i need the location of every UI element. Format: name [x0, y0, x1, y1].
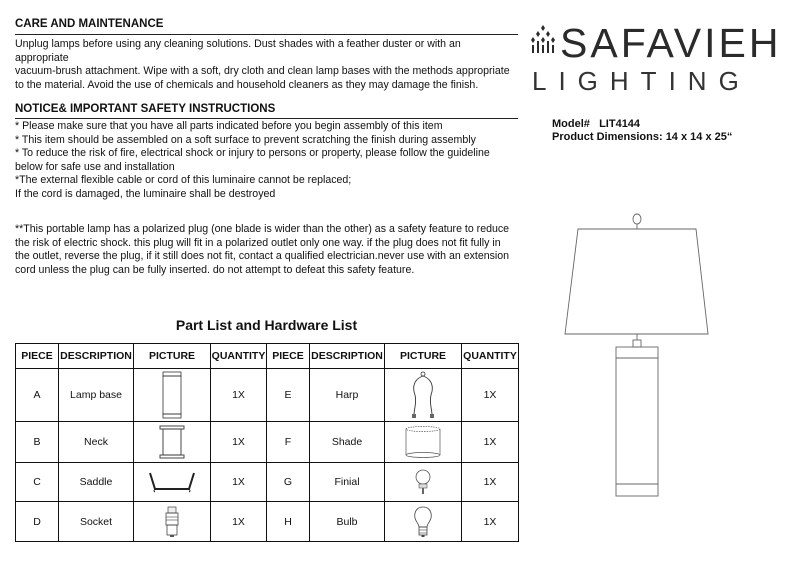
- col-header: DESCRIPTION: [310, 344, 385, 369]
- quantity-cell: 1X: [211, 422, 267, 463]
- notice-line: * This item should be assembled on a soft surface to prevent scratching the finish during assembly: [15, 133, 476, 146]
- description-cell: Harp: [310, 369, 385, 422]
- picture-cell: [385, 463, 462, 502]
- description-cell: Finial: [310, 463, 385, 502]
- col-header: PIECE: [267, 344, 310, 369]
- parts-header-row: [16, 344, 519, 369]
- description-cell: Bulb: [310, 502, 385, 542]
- piece-cell: F: [267, 422, 310, 463]
- col-header: PIECE: [16, 344, 59, 369]
- care-line: to the material. Avoid the use of chemicals and household cleaners as they may damage the finish.: [15, 78, 479, 91]
- plug-line: **This portable lamp has a polarized plug (one blade is wider than the other) as a safety feature to reduce: [15, 223, 510, 235]
- plug-line: cord unless the plug can be fully inserted. do not attempt to defeat this safety feature.: [15, 263, 415, 276]
- plug-text: [15, 223, 520, 277]
- care-heading: CARE AND MAINTENANCE: [15, 18, 164, 30]
- description-cell: Saddle: [59, 463, 134, 502]
- col-header: PICTURE: [134, 344, 211, 369]
- description-cell: Shade: [310, 422, 385, 463]
- picture-cell: [385, 502, 462, 542]
- parts-title: Part List and Hardware List: [175, 317, 358, 333]
- piece-cell: G: [267, 463, 310, 502]
- notice-rule: [15, 118, 518, 119]
- col-header: QUANTITY: [462, 344, 519, 369]
- table-row: [16, 422, 519, 463]
- model-label: Model#: [552, 118, 590, 130]
- notice-line: *The external flexible cable or cord of this luminaire cannot be replaced;: [15, 174, 352, 187]
- picture-cell: [134, 369, 211, 422]
- brand-sub: LIGHTING: [532, 66, 751, 96]
- description-cell: Lamp base: [59, 369, 134, 422]
- col-header: PICTURE: [385, 344, 462, 369]
- model-value: LIT4144: [599, 118, 641, 130]
- saddle-icon: [147, 469, 197, 495]
- brand-name: SAFAVIEH: [560, 20, 782, 66]
- picture-cell: [134, 502, 211, 542]
- piece-cell: A: [16, 369, 59, 422]
- plug-line: the risk of electric shock. this plug will fit in a polarized outlet only one way. if the plug does not fit fully in: [15, 236, 501, 249]
- col-header: QUANTITY: [211, 344, 267, 369]
- piece-cell: E: [267, 369, 310, 422]
- quantity-cell: 1X: [462, 422, 519, 463]
- description-cell: Neck: [59, 422, 134, 463]
- piece-cell: H: [267, 502, 310, 542]
- care-rule: [15, 34, 518, 35]
- lamp-base-icon: [160, 371, 184, 419]
- quantity-cell: 1X: [462, 502, 519, 542]
- bulb-icon: [412, 505, 434, 539]
- quantity-cell: 1X: [462, 369, 519, 422]
- table-row: [16, 502, 519, 542]
- dims-value: 14 x 14 x 25“: [665, 131, 733, 143]
- model-line: [552, 118, 640, 130]
- picture-cell: [385, 422, 462, 463]
- finial-icon: [411, 468, 435, 496]
- lamp-illustration: [560, 212, 710, 552]
- notice-line: * To reduce the risk of fire, electrical shock or injury to persons or property, please follow the guideline: [15, 147, 490, 160]
- plug-line: the outlet, reverse the plug, if it still does not fit, contact a qualified electrician.never use with an extension: [15, 250, 510, 263]
- dimensions-line: [552, 131, 732, 143]
- picture-cell: [134, 463, 211, 502]
- notice-heading: NOTICE& IMPORTANT SAFETY INSTRUCTIONS: [15, 103, 276, 115]
- neck-icon: [158, 425, 186, 459]
- quantity-cell: 1X: [462, 463, 519, 502]
- description-cell: Socket: [59, 502, 134, 542]
- table-row: [16, 369, 519, 422]
- dims-label: Product Dimensions:: [552, 131, 663, 143]
- parts-table: [15, 343, 519, 542]
- quantity-cell: 1X: [211, 463, 267, 502]
- piece-cell: C: [16, 463, 59, 502]
- socket-icon: [163, 506, 181, 538]
- col-header: DESCRIPTION: [59, 344, 134, 369]
- care-line: Unplug lamps before using any cleaning solutions. Dust shades with a feather duster or with an: [15, 38, 461, 50]
- quantity-cell: 1X: [211, 502, 267, 542]
- notice-line: * Please make sure that you have all parts indicated before you begin assembly of this item: [15, 120, 443, 132]
- notice-line: If the cord is damaged, the luminaire shall be destroyed: [15, 187, 276, 200]
- notice-text: [15, 120, 520, 202]
- care-line: appropriate: [15, 51, 69, 64]
- notice-line: below for safe use and installation: [15, 160, 175, 173]
- piece-cell: B: [16, 422, 59, 463]
- table-row: [16, 463, 519, 502]
- care-text: [15, 38, 520, 92]
- piece-cell: D: [16, 502, 59, 542]
- picture-cell: [385, 369, 462, 422]
- quantity-cell: 1X: [211, 369, 267, 422]
- shade-icon: [403, 425, 443, 459]
- fountain-icon: [528, 24, 558, 54]
- picture-cell: [134, 422, 211, 463]
- harp-icon: [408, 371, 438, 419]
- care-line: vacuum-brush attachment. Wipe with a soft, dry cloth and clean lamp bases with the methods appropriate: [15, 65, 510, 78]
